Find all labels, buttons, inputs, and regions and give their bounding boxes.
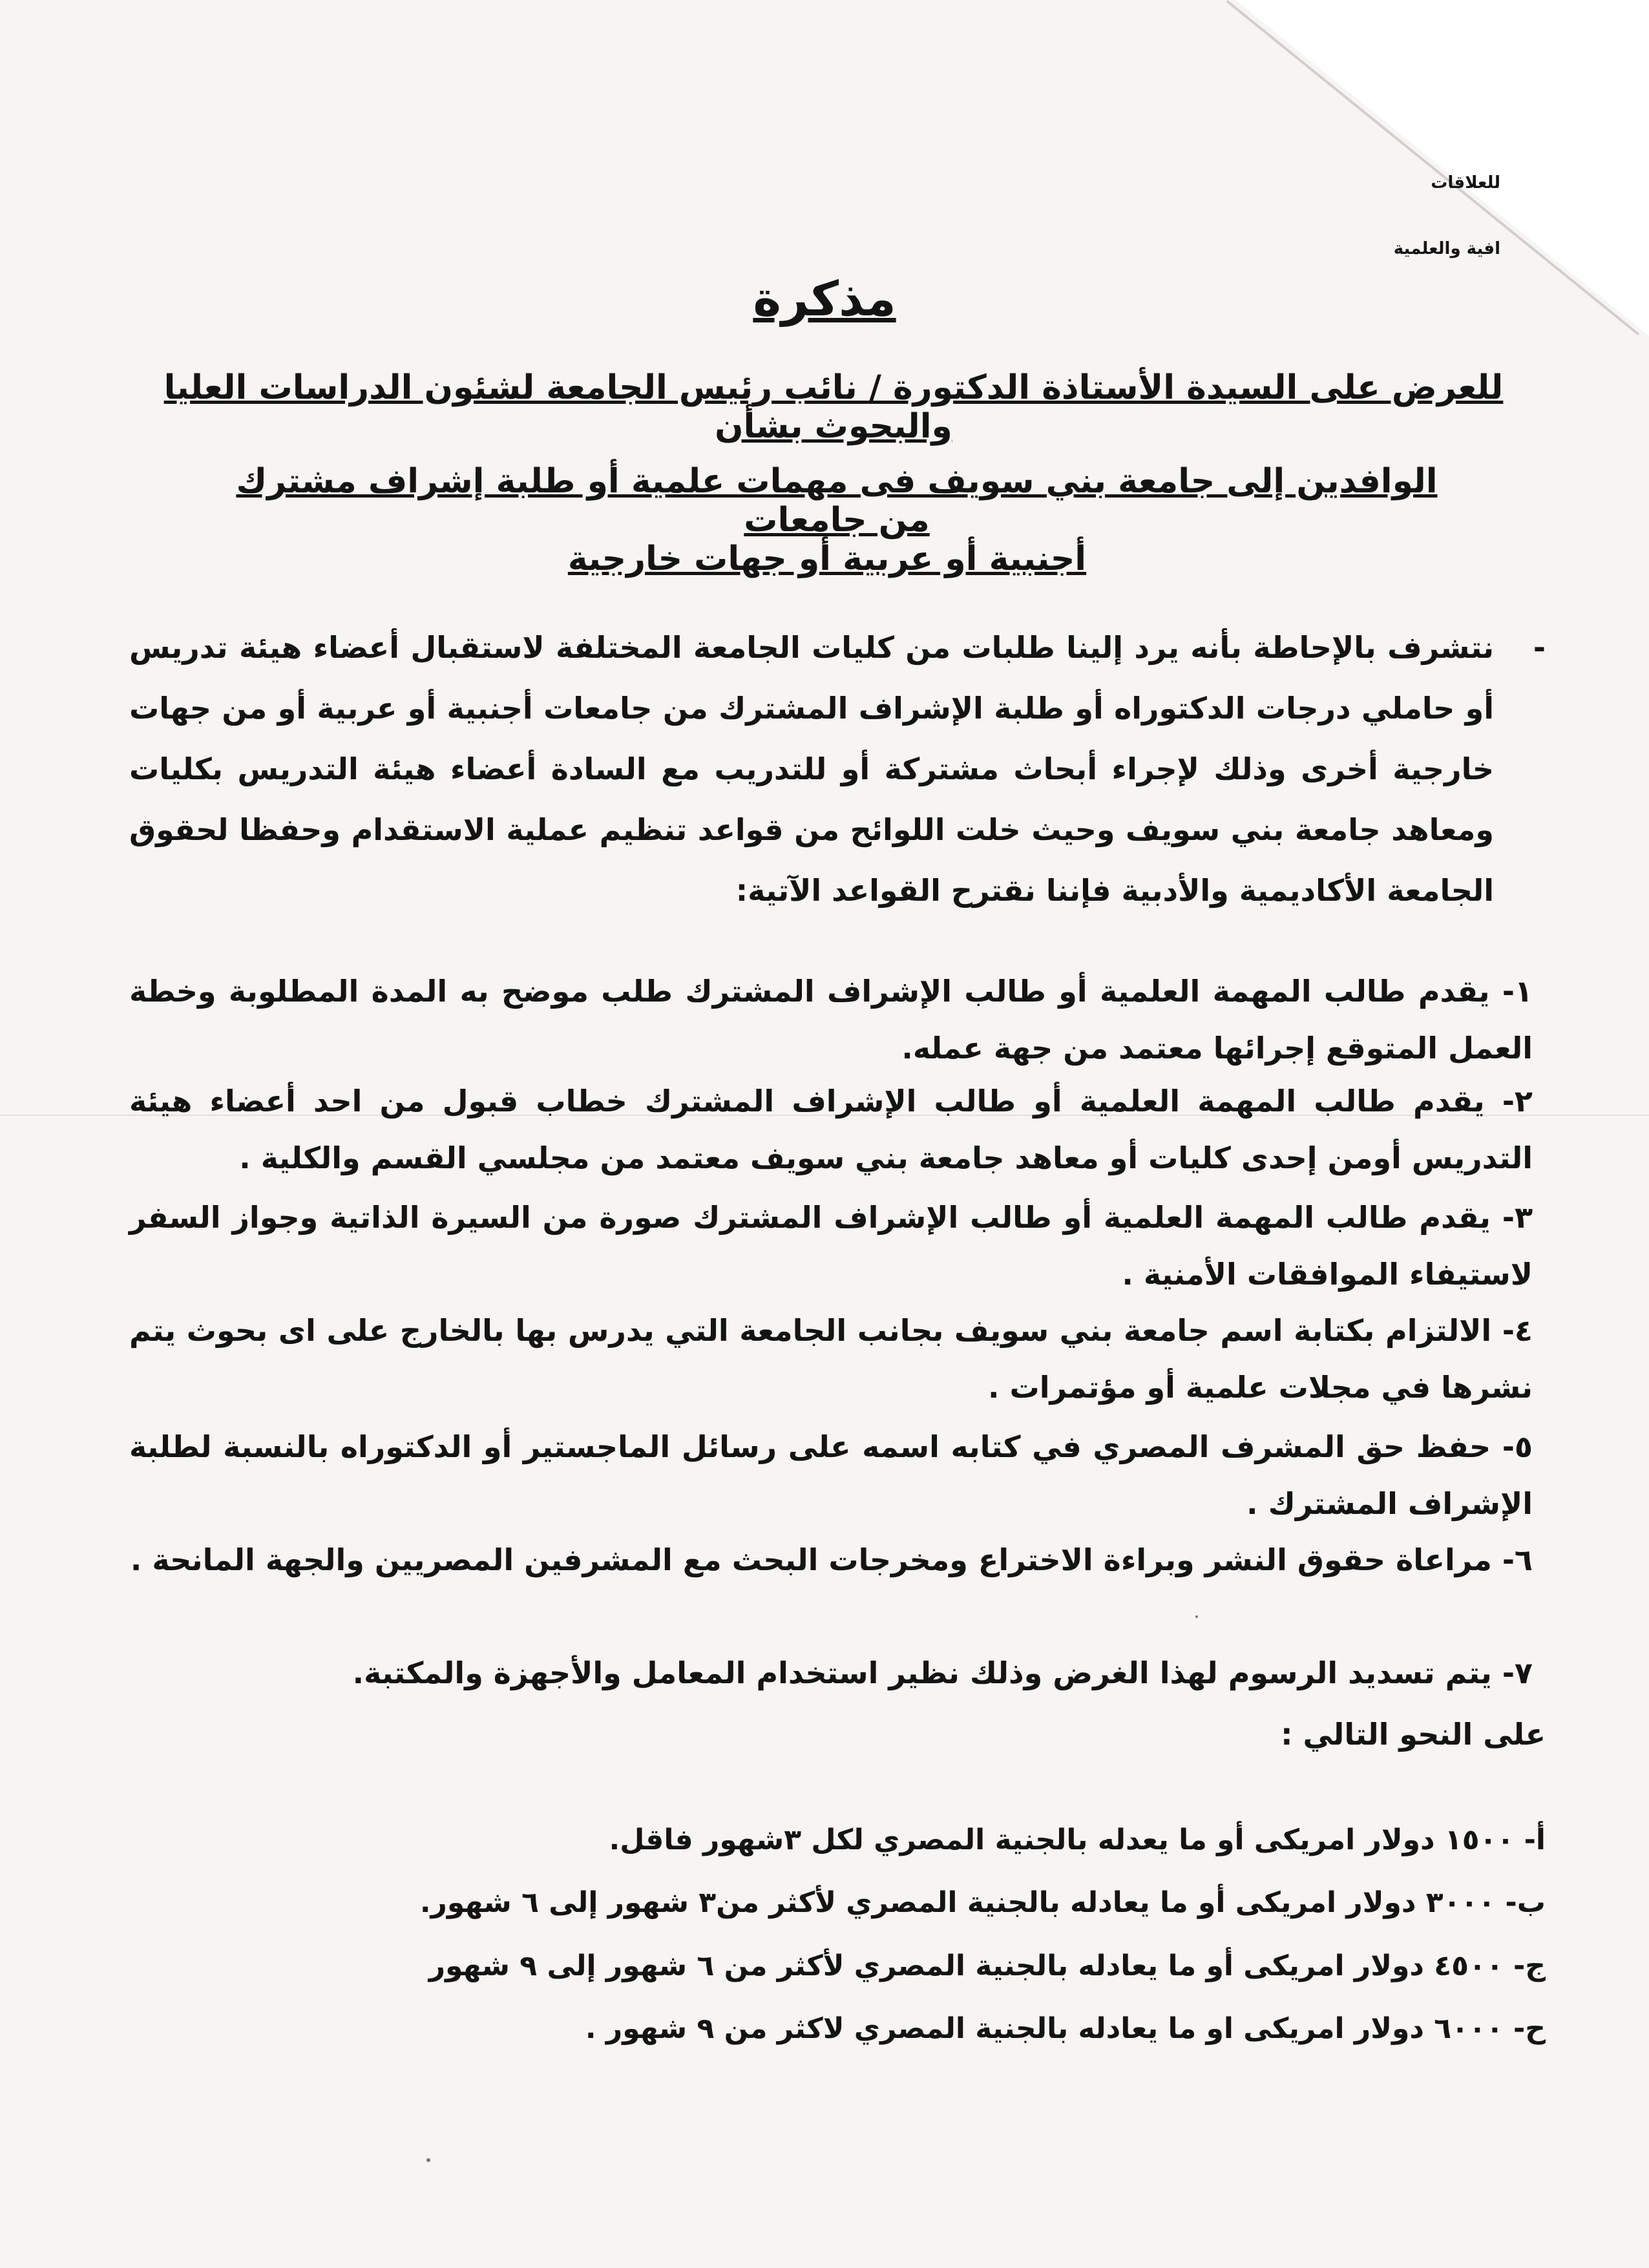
- fee-text: ٤٥٠٠ دولار امريكى أو ما يعادله بالجنية المصري لأكثر من ٦ شهور إلى ٩ شهور: [428, 1949, 1504, 1982]
- fee-item: [420, 1877, 1546, 1929]
- fee-item: [585, 2003, 1546, 2055]
- intro-paragraph: نتشرف بالإحاطة بأنه يرد إلينا طلبات من كليات الجامعة المختلفة لاستقبال أعضاء هيئة تدريس أو حاملي درجات الدكتوراه أو طلبة الإشراف المشترك من جامعات أجنبية أو عربية أو من جهات خارجية أخرى وذلك لإجراء أبحاث مشتركة أو للتدريب مع السادة أعضاء هيئة التدريس بكليات ومعاهد جامعة بني سويف وحيث خلت اللوائح من قواعد تنظيم عملية الاستقدام وحفظا لحقوق الجامعة الأكاديمية والأدبية فإننا نقترح القواعد الآتية:: [129, 630, 1494, 908]
- fees-intro: على النحو التالي :: [1281, 1717, 1546, 1752]
- rule-text: حفظ حق المشرف المصري في كتابه اسمه على رسائل الماجستير أو الدكتوراه بالنسبة لطلبة الإشراف المشترك .: [129, 1429, 1533, 1521]
- memo-heading-line-3: أجنبية أو عربية أو جهات خارجية: [567, 540, 1087, 578]
- fee-item: [429, 1940, 1546, 1992]
- rule-text: الالتزام بكتابة اسم جامعة بني سويف بجانب الجامعة التي يدرس بها بالخارج على اى بحوث يتم نشرها في مجلات علمية أو مؤتمرات .: [129, 1313, 1533, 1405]
- fee-label: ب-: [1505, 1886, 1546, 1919]
- rule-text: يقدم طالب المهمة العلمية أو طالب الإشراف المشترك طلب موضح به المدة المطلوبة وخطة العمل المتوقع إجرائها معتمد من جهة عمله.: [129, 974, 1533, 1066]
- rule-number: ٣-: [1502, 1200, 1533, 1235]
- rule-item: [129, 963, 1533, 1076]
- rule-item: [129, 1073, 1533, 1186]
- fee-text: ٦٠٠٠ دولار امريكى او ما يعادله بالجنية المصري لاكثر من ٩ شهور .: [585, 2012, 1504, 2045]
- rule-text: يتم تسديد الرسوم لهذا الغرض وذلك نظير استخدام المعامل والأجهزة والمكتبة.: [352, 1655, 1492, 1690]
- memo-heading-line-2: الوافدين إلى جامعة بني سويف فى مهمات علمية أو طلبة إشراف مشترك من جامعات: [236, 462, 1438, 540]
- fee-label: ح-: [1513, 2012, 1546, 2045]
- scan-speck: [1195, 1615, 1198, 1618]
- rule-item: [129, 1418, 1533, 1532]
- rule-number: ٤-: [1502, 1313, 1533, 1348]
- intro-bullet: -: [1533, 630, 1546, 665]
- rule-number: ٢-: [1502, 1084, 1533, 1118]
- letterhead-fragment-2: افية والعلمية: [1393, 239, 1500, 258]
- fee-item: [609, 1814, 1546, 1866]
- rule-item: [129, 1302, 1533, 1416]
- rule-text: يقدم طالب المهمة العلمية أو طالب الإشراف المشترك خطاب قبول من احد أعضاء هيئة التدريس أومن إحدى كليات أو معاهد جامعة بني سويف معتمد من مجلسي القسم والكلية .: [129, 1084, 1533, 1175]
- fee-text: ١٥٠٠ دولار امريكى أو ما يعدله بالجنية المصري لكل ٣شهور فاقل.: [609, 1823, 1515, 1856]
- memo-title: مذكرة: [753, 271, 896, 327]
- rule-number: ٥-: [1502, 1429, 1533, 1464]
- rule-item: [129, 1531, 1533, 1588]
- scan-speck: [426, 2158, 430, 2162]
- rule-number: ٧-: [1502, 1655, 1533, 1690]
- rule-item: [129, 1189, 1533, 1303]
- memo-heading-line-1: للعرض على السيدة الأستاذة الدكتورة / نائب رئيس الجامعة لشئون الدراسات العليا والبحوث بشأن: [163, 368, 1504, 446]
- fee-label: أ-: [1524, 1823, 1546, 1856]
- fee-label: ج-: [1513, 1949, 1546, 1982]
- rule-number: ١-: [1502, 974, 1533, 1009]
- fee-text: ٣٠٠٠ دولار امريكى أو ما يعادله بالجنية المصري لأكثر من٣ شهور إلى ٦ شهور.: [419, 1886, 1496, 1919]
- rule-text: مراعاة حقوق النشر وبراءة الاختراع ومخرجات البحث مع المشرفين المصريين والجهة المانحة .: [130, 1542, 1492, 1577]
- rule-item: [129, 1644, 1533, 1701]
- letterhead-fragment-1: للعلاقات: [1431, 173, 1500, 193]
- rule-text: يقدم طالب المهمة العلمية أو طالب الإشراف المشترك صورة من السيرة الذاتية وجواز السفر لاستيفاء الموافقات الأمنية .: [129, 1200, 1533, 1292]
- rule-number: ٦-: [1502, 1542, 1533, 1577]
